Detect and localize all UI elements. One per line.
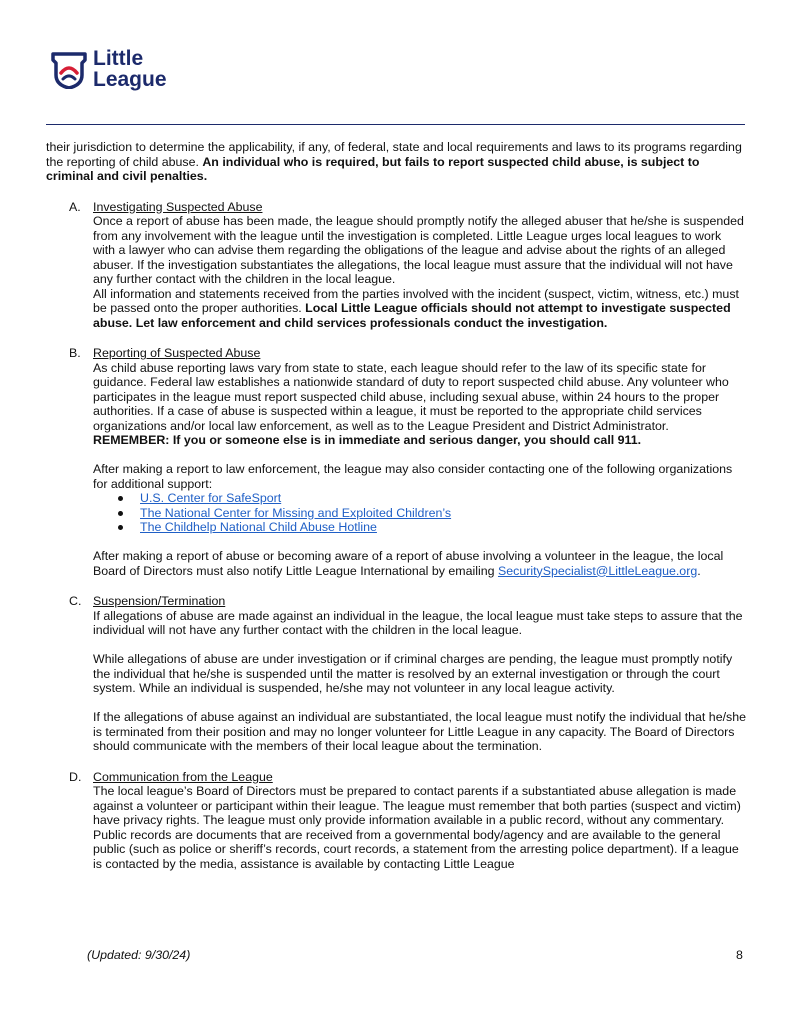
page-number: 8 — [736, 948, 743, 962]
section-heading: Investigating Suspected Abuse — [93, 199, 263, 214]
paragraph-bold-text: REMEMBER: If you or someone else is in immediate and serious danger, you should call 911. — [93, 433, 642, 447]
list-item — [118, 506, 746, 521]
section-paragraph: If the allegations of abuse against an individual are substantiated, the local league must notify the individual that he/she is terminated from their position and may no longer volunteer for Little League in any capacity. The Board of Directors should communicate with the members of their local league about the termination. — [93, 710, 747, 753]
paragraph-bold-text: Local Little League officials should not attempt to investigate suspected abuse. Let law enforcement and child services professionals conduct the investigation. — [93, 301, 731, 330]
section-investigating — [46, 200, 746, 331]
section-letter: B. — [69, 346, 81, 360]
intro-text: their jurisdiction to determine the applicability, if any, of federal, state and local requirements and laws to its programs regarding the reporting of child abuse. — [46, 140, 742, 169]
section-heading: Reporting of Suspected Abuse — [93, 346, 261, 360]
updated-date: (Updated: 9/30/24) — [87, 948, 191, 962]
keystone-logo-icon — [50, 51, 88, 89]
section-reporting — [46, 346, 746, 578]
section-letter: A. — [69, 199, 81, 214]
section-suspension — [46, 594, 746, 754]
list-item — [118, 520, 746, 535]
logo-line-2: League — [93, 68, 167, 91]
childhelp-link[interactable]: The Childhelp National Child Abuse Hotline — [140, 520, 377, 534]
security-email-link[interactable]: SecuritySpecialist@LittleLeague.org — [497, 563, 698, 578]
logo-line-1: Little — [93, 47, 144, 70]
section-paragraph: Once a report of abuse has been made, the league should promptly notify the alleged abuser that he/she is suspended from any involvement with the league until the investigation is completed. Little League urges local leagues to work with a lawyer who can advise them regarding the obligations of the league and advise about the rights of an alleged abuser. If the investigation substantiates the allegations, the local league must assure that the individual will not have any further contact with the children in the local league. — [93, 214, 744, 286]
header-divider — [46, 124, 745, 125]
section-paragraph: The local league’s Board of Directors must be prepared to contact parents if a substantiated abuse allegation is made against a volunteer or participant within their league. The league must remember that both parties (suspect and victim) have privacy rights. The league must only provide information available in a public record, without any commentary. Public records are documents that are received from a governmental body/agency and are available to the general public (such as police or sheriff’s records, court records, a statement from the arresting police department). If a league is contacted by the media, assistance is available by contacting Little League — [93, 784, 741, 871]
logo-wordmark — [93, 48, 167, 90]
support-organizations-list — [93, 491, 746, 535]
intro-paragraph — [46, 140, 746, 184]
section-communication — [46, 770, 746, 872]
section-letter: D. — [69, 769, 82, 784]
document-body — [46, 140, 746, 871]
paragraph-text: After making a report of abuse or becoming aware of a report of abuse involving a volunteer in the league, the local Board of Directors must also notify Little League International by emailing — [93, 549, 724, 578]
section-paragraph — [93, 287, 746, 331]
section-paragraph — [93, 361, 746, 448]
safesport-link[interactable]: U.S. Center for SafeSport — [140, 491, 282, 505]
section-paragraph — [93, 549, 746, 578]
section-paragraph: If allegations of abuse are made against an individual in the league, the local league must take steps to assure that the individual will not have any further contact with the children in the local league. — [93, 608, 743, 637]
section-paragraph: After making a report to law enforcement, the league may also consider contacting one of the following organizations for additional support: — [93, 462, 733, 491]
list-item — [118, 491, 746, 506]
section-letter: C. — [69, 594, 82, 608]
little-league-logo — [50, 48, 190, 98]
ncmec-link[interactable]: The National Center for Missing and Exploited Children’s — [140, 505, 452, 520]
section-heading: Suspension/Termination — [93, 594, 226, 608]
paragraph-text: . — [697, 563, 701, 578]
section-paragraph: While allegations of abuse are under investigation or if criminal charges are pending, the league must promptly notify the individual that he/she is suspended until the matter is resolved by an external investigation or through the court system. While an individual is suspended, he/she may not volunteer in any local league activity. — [93, 652, 733, 695]
intro-bold-text: An individual who is required, but fails to report suspected child abuse, is subject to criminal and civil penalties. — [46, 154, 700, 183]
paragraph-text: All information and statements received from the parties involved with the incident (suspect, victim, witness, etc.) must be passed onto the proper authorities. — [93, 286, 739, 315]
paragraph-text: As child abuse reporting laws vary from state to state, each league should refer to the law of its specific state for guidance. Federal law establishes a nationwide standard of duty to report suspected child abuse. Any volunteer who participates in the league must report suspected child abuse, including sexual abuse, within 24 hours to the proper authorities. If a case of abuse is suspected within a league, it must be reported to the appropriate child services organizations and/or local law enforcement, as well as to the League President and District Administrator. — [93, 360, 729, 433]
section-heading: Communication from the League — [93, 769, 273, 784]
